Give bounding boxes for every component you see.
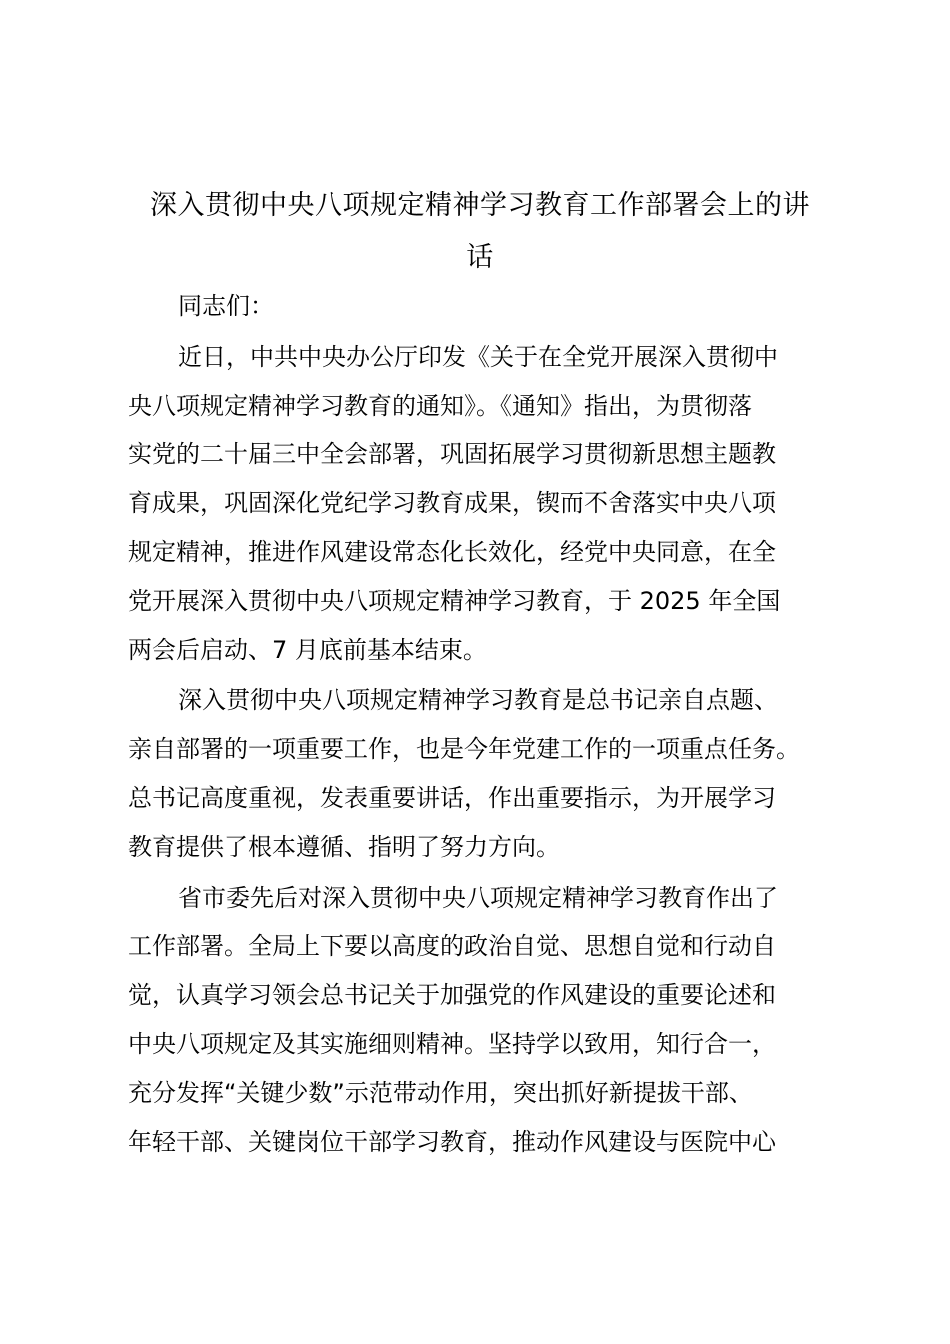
paragraph-1: 近日，中共中央办公厅印发《关于在全党开展深入贯彻中 央八项规定精神学习教育的通知》。《通知》指出，为贯彻落 实党的二十届三中全会部署，巩固拓展学习贯彻新思想主题教 育成果，巩固深化党纪学习教育成果，锲而不舍落实中央八项 规定精神，推进作风建设常态化长效化，经党中央同意，在全 党开展深入贯彻中央八项规定精神学习教育，于 2025 年全国 两会后启动、7 月底前基本结束。: [128, 342, 781, 664]
salutation: 同志们：: [178, 292, 274, 320]
document-title: 深入贯彻中央八项规定精神学习教育工作部署会上的讲 话: [150, 190, 810, 273]
paragraph-2: 深入贯彻中央八项规定精神学习教育是总书记亲自点题、 亲自部署的一项重要工作，也是今年党建工作的一项重点任务。 总书记高度重视，发表重要讲话，作出重要指示，为开展学习 教育提供了根本遵循、指明了努力方向。: [128, 686, 800, 861]
paragraph-3: 省市委先后对深入贯彻中央八项规定精神学习教育作出了 工作部署。全局上下要以高度的政治自觉、思想自觉和行动自 觉，认真学习领会总书记关于加强党的作风建设的重要论述和 中央八项规定及其实施细则精神。坚持学以致用，知行合一， 充分发挥“关键少数”示范带动作用，突出抓好新提拔干部、 年轻干部、关键岗位干部学习教育，推动作风建设与医院中心: [128, 883, 778, 1156]
document-body: [128, 282, 848, 1168]
